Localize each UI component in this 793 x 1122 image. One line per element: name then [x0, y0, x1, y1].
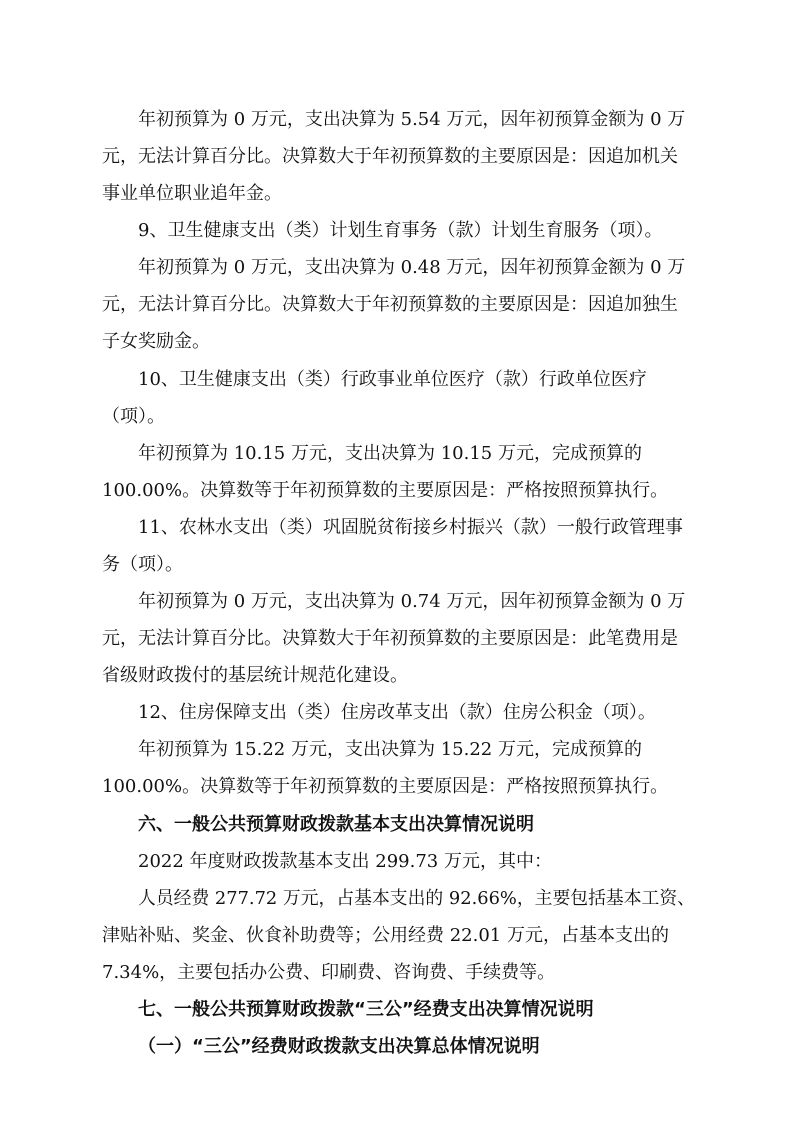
text-line: 9、卫生健康支出（类）计划生育事务（款）计划生育服务（项）。 [138, 220, 663, 241]
paragraph-line [0, 918, 793, 954]
paragraph-line [0, 621, 793, 657]
paragraph-line [0, 176, 793, 212]
item-heading-9 [0, 213, 793, 249]
text-line: 100.00%。决算数等于年初预算数的主要原因是：严格按照预算执行。 [102, 480, 669, 501]
paragraph-line [0, 102, 793, 138]
text-line: 津贴补贴、奖金、伙食补助费等；公用经费 22.01 万元，占基本支出的 [102, 925, 669, 946]
section-heading-6 [0, 807, 793, 843]
text-line: 2022 年度财政拨款基本支出 299.73 万元，其中： [138, 851, 552, 872]
text-line: 元，无法计算百分比。决算数大于年初预算数的主要原因是：此笔费用是 [102, 628, 678, 649]
text-line: 100.00%。决算数等于年初预算数的主要原因是：严格按照预算执行。 [102, 776, 669, 797]
text-line: 7.34%，主要包括办公费、印刷费、咨询费、手续费等。 [102, 962, 556, 983]
subsection-heading-1 [0, 1029, 793, 1065]
paragraph-line [0, 324, 793, 360]
paragraph-line [0, 139, 793, 175]
paragraph-line [0, 547, 793, 583]
text-line: 年初预算为 0 万元，支出决算为 0.48 万元，因年初预算金额为 0 万 [138, 257, 686, 278]
text-line: 年初预算为 10.15 万元，支出决算为 10.15 万元，完成预算的 [138, 443, 642, 464]
paragraph-line [0, 584, 793, 620]
paragraph-line [0, 399, 793, 435]
text-line: （项）。 [102, 406, 165, 427]
item-heading-11 [0, 510, 793, 546]
text-line: 子女奖励金。 [102, 331, 210, 352]
paragraph-line [0, 287, 793, 323]
text-line: 10、卫生健康支出（类）行政事业单位医疗（款）行政单位医疗 [138, 369, 647, 390]
text-line: 人员经费 277.72 万元，占基本支出的 92.66%，主要包括基本工资、 [138, 888, 695, 909]
text-line: 事业单位职业追年金。 [102, 183, 282, 204]
paragraph-line [0, 881, 793, 917]
paragraph-line [0, 769, 793, 805]
paragraph-line [0, 473, 793, 509]
subsection-title: （一）“三公”经费财政拨款支出决算总体情况说明 [138, 1036, 540, 1057]
text-line: 元，无法计算百分比。决算数大于年初预算数的主要原因是：因追加独生 [102, 294, 678, 315]
paragraph-line [0, 955, 793, 991]
section-title: 六、一般公共预算财政拨款基本支出决算情况说明 [138, 814, 534, 835]
text-line: 年初预算为 15.22 万元，支出决算为 15.22 万元，完成预算的 [138, 739, 642, 760]
section-title: 七、一般公共预算财政拨款“三公”经费支出决算情况说明 [138, 999, 594, 1020]
text-line: 省级财政拨付的基层统计规范化建设。 [102, 665, 408, 686]
section-heading-7 [0, 992, 793, 1028]
paragraph-line [0, 732, 793, 768]
paragraph-line [0, 436, 793, 472]
text-line: 年初预算为 0 万元，支出决算为 5.54 万元，因年初预算金额为 0 万 [138, 109, 686, 130]
text-line: 务（项）。 [102, 554, 183, 575]
paragraph-line [0, 844, 793, 880]
paragraph-line [0, 658, 793, 694]
text-line: 元，无法计算百分比。决算数大于年初预算数的主要原因是：因追加机关 [102, 146, 678, 167]
text-line: 11、农林水支出（类）巩固脱贫衔接乡村振兴（款）一般行政管理事 [138, 517, 683, 538]
text-line: 年初预算为 0 万元，支出决算为 0.74 万元，因年初预算金额为 0 万 [138, 591, 686, 612]
item-heading-12 [0, 695, 793, 731]
paragraph-line [0, 250, 793, 286]
item-heading-10 [0, 362, 793, 398]
text-line: 12、住房保障支出（类）住房改革支出（款）住房公积金（项）。 [138, 702, 656, 723]
